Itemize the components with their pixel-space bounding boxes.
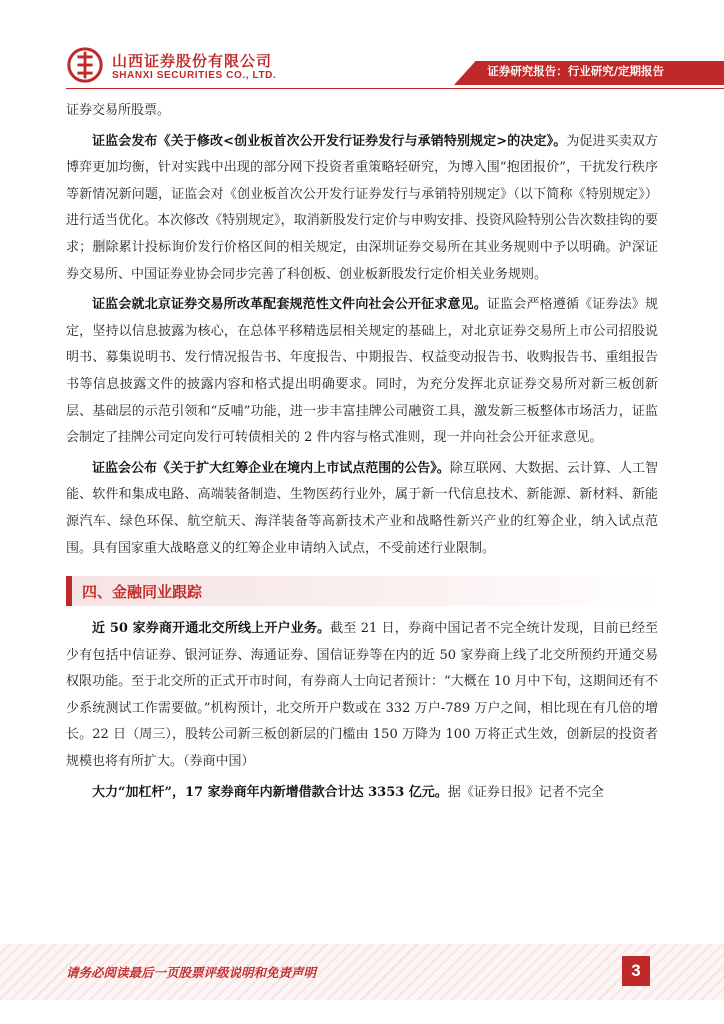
report-type: 证券研究报告：行业研究/定期报告 <box>487 64 664 78</box>
news-paragraph <box>66 616 658 776</box>
paragraph-continuation: 证券交易所股票。 <box>66 103 171 118</box>
news-paragraph <box>66 292 658 452</box>
section-title: 四、金融同业跟踪 <box>82 583 203 602</box>
news-headline: 近 50 家券商开通北交所线上开户业务。 <box>92 621 331 637</box>
company-name-cn: 山西证券股份有限公司 <box>112 52 273 70</box>
news-body: 除互联网、大数据、云计算、人工智能、软件和集成电路、高端装备制造、生物医药行业外，属于新一代信息技术、新能源、新材料、新能源汽车、绿色环保、航空航天、海洋装备等高新技术产业和战略性新兴产业的红筹企业，纳入试点范围。具有国家重大战略意义的红筹企业申请纳入试点，不受前述行业限制。 <box>66 460 658 556</box>
news-paragraph <box>66 129 658 289</box>
section-heading <box>66 576 658 606</box>
section-accent-bar <box>66 576 72 606</box>
news-paragraph <box>66 456 658 562</box>
news-headline: 证监会发布《关于修改<创业板首次公开发行证券发行与承销特别规定>的决定》。 <box>92 133 567 149</box>
news-body: 为促进买卖双方博弈更加均衡，针对实践中出现的部分网下投资者重策略轻研究，为博入围“抱团报价”，干扰发行秩序等新情况新问题，证监会对《创业板首次公开发行证券发行与承销特别规定》（以下简称《特别规定》）进行适当优化。本次修改《特别规定》，取消新股发行定价与申购安排、投资风险特别公告次数挂钩的要求；删除累计投标询价发行价格区间的相关规定，由深圳证券交易所在其业务规则中予以明确。沪深证券交易所、中国证券业协会同步完善了科创板、创业板新股发行定价相关业务规则。 <box>66 133 658 282</box>
news-body: 据《证券日报》记者不完全 <box>447 784 604 800</box>
news-headline: 大力“加杠杆”，17 家券商年内新增借款合计达 3353 亿元。 <box>92 784 448 800</box>
page-header <box>0 0 724 95</box>
company-logo-icon <box>66 46 104 84</box>
news-headline: 证监会公布《关于扩大红筹企业在境内上市试点范围的公告》。 <box>92 460 450 476</box>
page-content <box>66 98 658 810</box>
footer-disclaimer: 请务必阅读最后一页股票评级说明和免责声明 <box>66 965 317 980</box>
news-paragraph <box>66 780 658 807</box>
page-number: 3 <box>622 956 650 986</box>
news-body: 截至 21 日，券商中国记者不完全统计发现，目前已经至少有包括中信证券、银河证券、海通证券、国信证券等在内的近 50 家券商上线了北交所预约开通交易权限功能。至于北交所的正式开市时间，有券商人士向记者预计：“大概在 10 月中下旬，这期间还有不少系统测试工作需要做。”机构预计，北交所开户数或在 332 万户-789 万户之间，相比现在有几倍的增长。22 日（周三），股转公司新三板创新层的门槛由 150 万降为 100 万将正式生效，创新层的投资者规模也将有所扩大。（券商中国） <box>66 621 658 770</box>
news-body: 证监会严格遵循《证券法》规定，坚持以信息披露为核心，在总体平移精选层相关规定的基础上，对北京证券交易所上市公司招股说明书、募集说明书、发行情况报告书、年度报告、中期报告、权益变动报告书、收购报告书、重组报告书等信息披露文件的披露内容和格式提出明确要求。同时，为充分发挥北京证券交易所对新三板创新层、基础层的示范引领和“反哺”功能，进一步丰富挂牌公司融资工具，激发新三板整体市场活力，证监会制定了挂牌公司定向发行可转债相关的 2 件内容与格式准则，现一并向社会公开征求意见。 <box>66 297 658 446</box>
company-name-en: SHANXI SECURITIES CO., LTD. <box>112 70 277 81</box>
news-headline: 证监会就北京证券交易所改革配套规范性文件向社会公开征求意见。 <box>92 297 487 313</box>
header-divider <box>66 88 724 89</box>
